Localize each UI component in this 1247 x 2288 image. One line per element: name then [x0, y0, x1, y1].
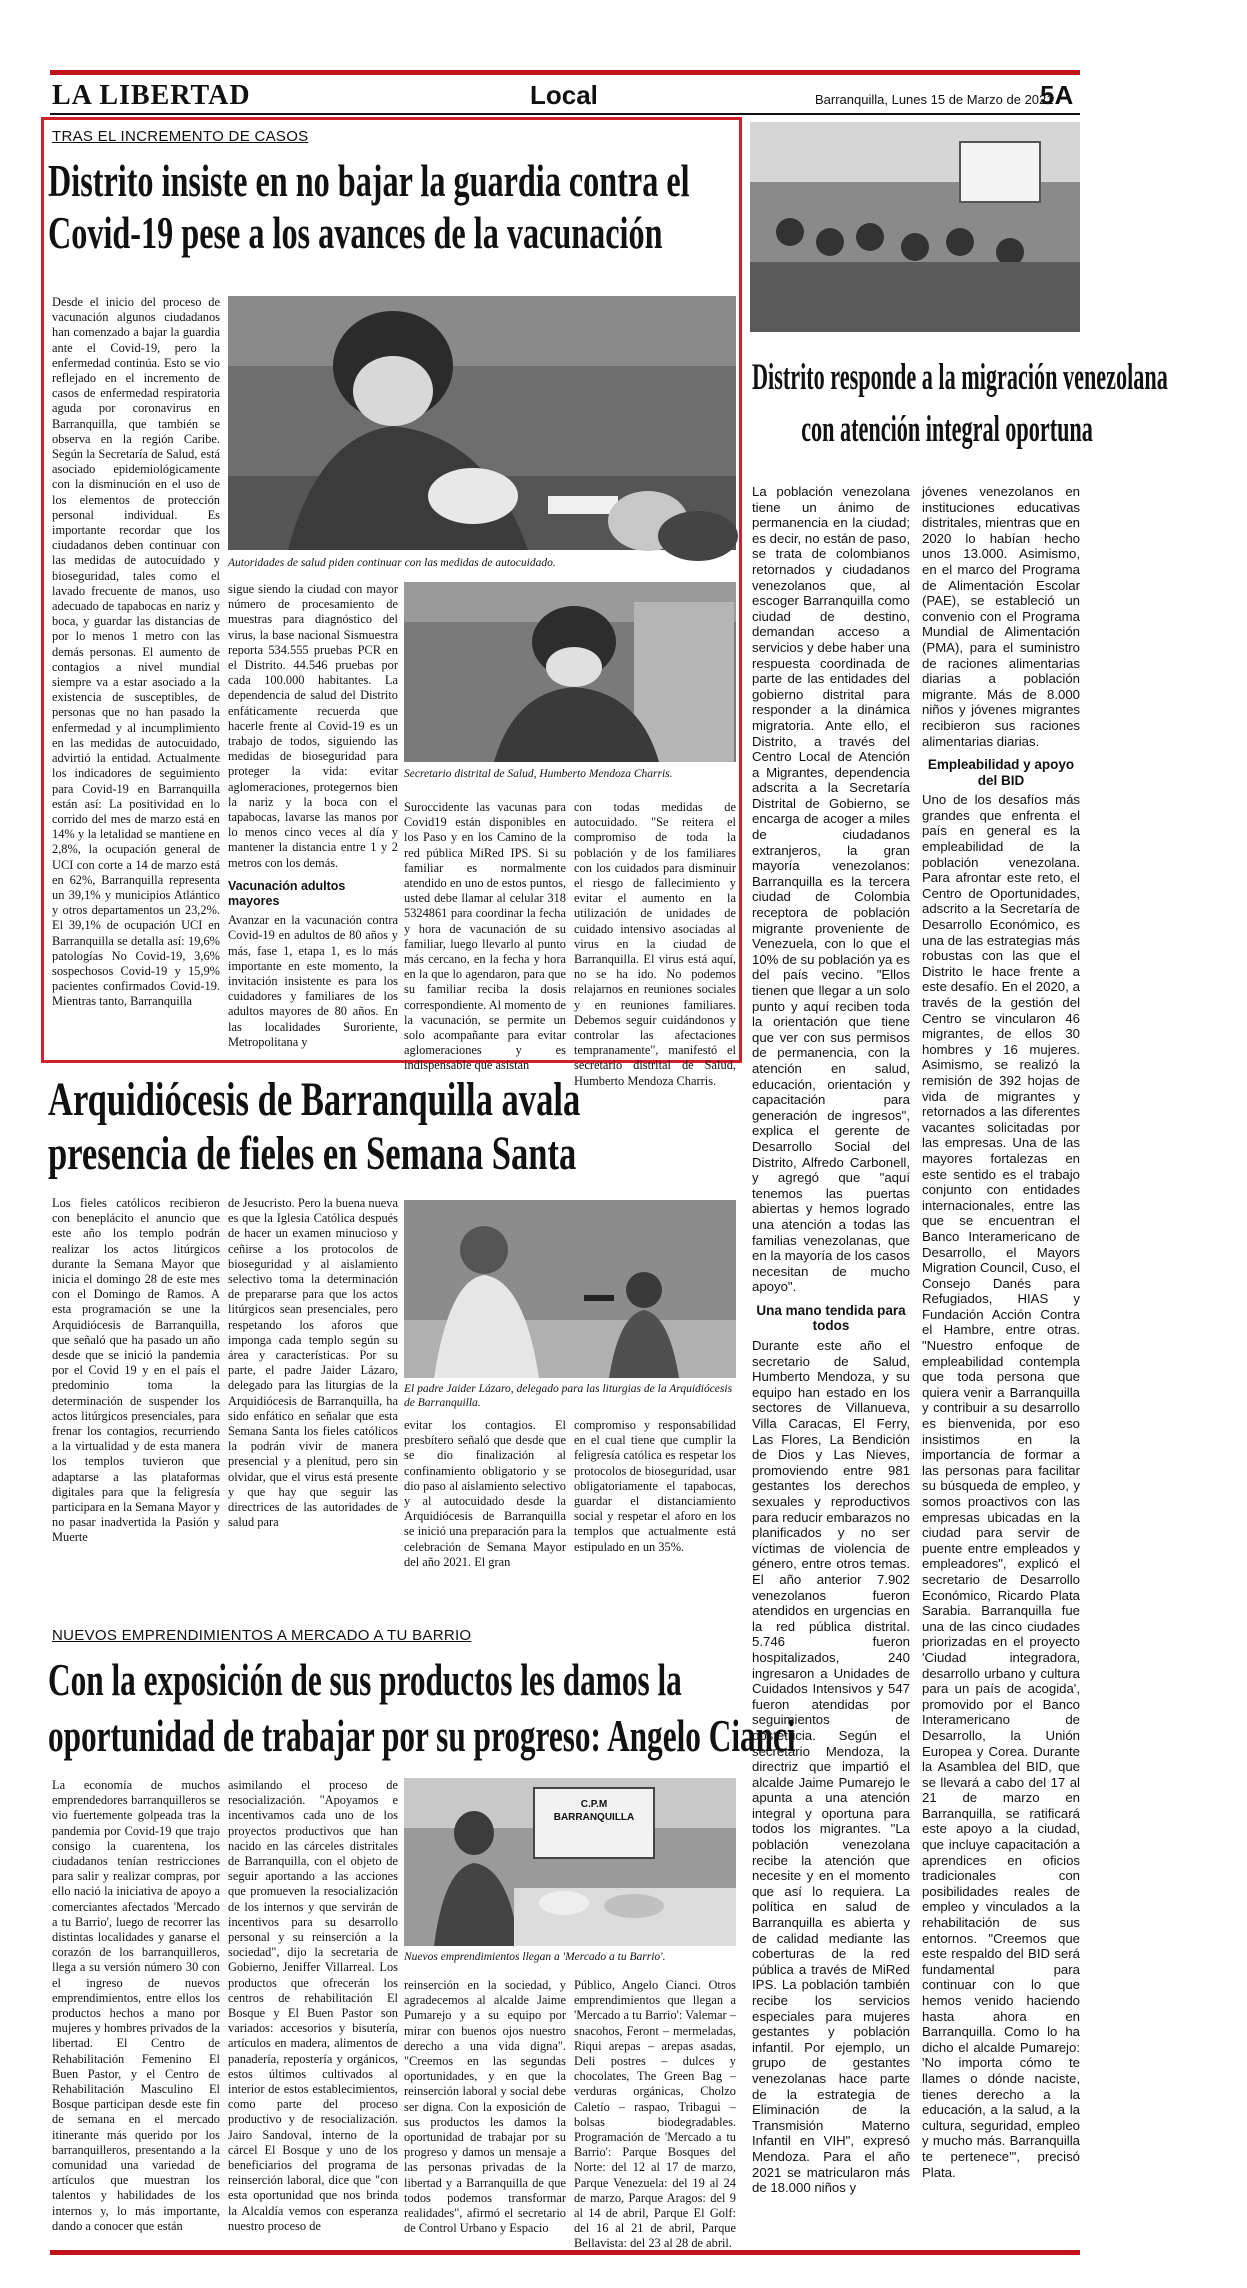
body-text: La economía de muchos emprendedores barranquilleros se vio fuertemente golpeada tras la pandemia por Covid-19 que trajo consigo la cuarentena, los ciudadanos tenían restricciones para salir y realizar compras, por ello nació la iniciativa de apoyo a comerciantes afectados 'Mercado a tu Barrio', luego de recorrer las distintas localidades y ganarse el corazón de los barranquilleros, llega a su versión número 30 con el ingreso de nuevos emprendimientos, entre ellos los productos hechos a mano por mujeres y hombres privados de la libertad. El Centro de Rehabilitación Femenino El Buen Pastor, y el Centro de Rehabilitación Masculino El Bosque participan desde este fin de semana en el mercado itinerante más querido por los barranquilleros, presentando a la comunidad una variedad de artículos que muestran los talentos y habilidades de los internos y, lo más importante, dando a conocer que están — [52, 1778, 220, 2233]
secretary-photo — [404, 582, 736, 762]
body-text: con todas medidas de autocuidado. "Se reitera el compromiso de toda la población y de los familiares con los cuidados para disminuir el riesgo de fallecimiento y evitar el aumento en la utilización de unidades de cuidado intensivo asociadas al virus en la ciudad de Barranquilla. El virus está aquí, no se ha ido. No podemos relajarnos en reuniones sociales y en reuniones familiares. Debemos seguir cuidándonos y controlar las afectaciones tempranamente", manifestó el secretario distrital de Salud, Humberto Mendoza Charris. — [574, 800, 736, 1088]
body-text: Los fieles católicos recibieron con beneplácito el anuncio que este año los templo podrán realizar los actos litúrgicos durante la Semana Mayor que inicia el domingo 28 de este mes con el Domingo de Ramos. A esta programación se une la Arquidiócesis de Barranquilla, que señaló que ha pasado un año desde que se inició la pandemia por el Covid 19 y en el país el predominio toma la determinación de suspender los actos litúrgicos presenciales, para frenar los contagios, recurriendo a la virtualidad y de esta manera los templos tuvieron que adaptarse a las plataformas digitales para que la feligresía participara en la Semana Mayor y no pasar inadvertida la Pasión y Muerte — [52, 1196, 220, 1545]
page-number: 5A — [1040, 80, 1074, 110]
body-text: sigue siendo la ciudad con mayor número de procesamiento de muestras para diagnóstico del virus, la base nacional Sismuestra reporta 534.555 pruebas PCR en el Distrito. 44.546 pruebas por cada 100.000 habitantes. La dependencia de salud del Distrito enfáticamente recuerda que hacerle frente al Covid-19 es un trabajo de todos, siguiendo las medidas de bioseguridad para proteger la vida: evitar aglomeraciones, protegernos bien la nariz y la boca con el tapabocas, lavarse las manos por lo menos cinco veces al día y mantener la distancia entre 1 y 2 metros con los demás. — [228, 582, 398, 870]
headline-line: con atención integral oportuna — [801, 409, 1093, 450]
body-text: La población venezolana tiene un ánimo de permanencia en la ciudad; es decir, no están de paso, se trata de colombianos retornados y ciudadanos venezolanos que, al escoger Barranquilla como ciudad de destino, demandan acceso a servicios y debe haber una respuesta coordinada de parte de las entidades del gobierno distrital para responder a la dinámica migratoria. Ante ello, el Distrito, a través del Centro Local de Atención a Migrantes, dependencia adscrita a la Secretaría Distrital de Gobierno, se encarga de acoger a miles de ciudadanos extranjeros, la gran mayoría venezolanos: Barranquilla es la tercera ciudad de Colombia receptora de población migrante proveniente de Venezuela, con lo que el 10% de su población ya es del país vecino. "Ellos tienen que llegar a un solo punto y aquí reciben toda la orientación que tiene que ver con sus permisos de permanencia, con la atención en salud, educación, orientación y capacitación para generación de ingresos", explica el gerente de Desarrollo Social del Distrito, Alfredo Carbonell, y agregó que "aquí tenemos las puertas abiertas y hemos logrado una atención a todas las familias venezolanas, que en la mayoría de los casos necesitan de mucho apoyo". — [752, 484, 910, 1295]
body-text: Suroccidente las vacunas para Covid19 están disponibles en los Paso y en los Camino de la red pública MiRed IPS. Si su familiar es normalmente atendido en uno de estos puntos, usted debe llamar al celular 318 5324861 para coordinar la fecha y hora de vacunación de su familiar, luego llevarlo al punto más cercano, en la fecha y hora en la que lo agendaron, para que su familiar reciba la dosis correspondiente. Al momento de la vacunación, se permite un solo acompañante para evitar aglomeraciones y es indispensable que asistan — [404, 800, 566, 1073]
article3-col1 — [52, 1778, 220, 2238]
body-text: de Jesucristo. Pero la buena nueva es que la Iglesia Católica después de hacer un examen minucioso y ceñirse a los protocolos de bioseguridad y al aislamiento selectivo toma la determinación de prepararse para que los actos litúrgicos sean presenciales, pero respetando los aforos que imponga cada templo según su área y características. Por su parte, el padre Jaider Lázaro, delegado para las liturgias de la Arquidiócesis de Barranquilla, ha sido enfático en señalar que esta Semana Santa los fieles católicos la podrán vivir de manera presencial y a plenitud, pero sin olvidar, que el virus está presente y que hay que seguir las directrices de las autoridades de salud para — [228, 1196, 398, 1530]
banner-text: BARRANQUILLA — [553, 1812, 635, 1823]
article1-kicker: TRAS EL INCREMENTO DE CASOS — [52, 128, 309, 145]
header-rule — [50, 113, 1080, 115]
body-text: Desde el inicio del proceso de vacunación algunos ciudadanos han comenzado a bajar la guardia ante el Covid-19, pero la enfermedad continúa. Esto se vio reflejado en el incremento de casos de enfermedad respiratoria aguda por coronavirus en Barranquilla, que también se observa en la región Caribe. Según la Secretaría de Salud, está asociado epidemiológicamente con la disminución en el uso de los elementos de protección personal individual. Es importante recordar que los ciudadanos deben continuar con las medidas de autocuidado y bioseguridad, tales como el lavado frecuente de manos, uso adecuado de tapabocas en nariz y boca, y guardar las distancias de por lo menos 1 metro con las demás personas. El aumento de contagios a nivel mundial siempre va a estar asociado a la existencia de susceptibles, de personas que no han pasado la enfermedad y al incumplimiento en las medidas de autocuidado, advirtió la entidad. Actualmente los indicadores de seguimiento para Covid-19 en Barranquilla están así: La positividad en lo corrido del mes de marzo está en 14% y la letalidad se mantiene en 2,8%, la ocupación general de UCI con corte a 14 de marzo está en 62%, Barranquilla representa un 39,1% y municipios Atlántico y otros departamentos un 23,2%. El 39,1% de ocupación UCI en Barranquilla se detalla así: 19,6% patologías No Covid-19, 3,6% sospechosos Covid-19 y 15,9% pacientes confirmados Covid-19. Mientras tanto, Barranquilla — [52, 295, 220, 1009]
body-text: reinserción en la sociedad, y agradecemos al alcalde Jaime Pumarejo y a su equipo por mirar con buenos ojos nuestro derecho a una vida digna". "Creemos en las segundas oportunidades, y en que la reinserción laboral y social debe ser digna. Con la exposición de sus productos les damos la oportunidad de trabajar por su progreso y damos un mensaje a las personas privadas de la libertad y a Barranquilla de que todos podemos transformar realidades", afirmó el secretario de Control Urbano y Espacio — [404, 1978, 566, 2236]
article1-headline — [48, 155, 690, 259]
body-text: evitar los contagios. El presbítero señaló que desde que se dio finalización al confinamiento obligatorio y se dio paso al aislamiento selectivo y al autocuidado desde la Arquidiócesis de Barranquilla se inició una preparación para la celebración de Semana Mayor del año 2021. El gran — [404, 1418, 566, 1569]
headline-line: Distrito insiste en no bajar la guardia contra el — [48, 155, 690, 206]
section-title: Local — [530, 80, 598, 110]
headline-line: Distrito responde a la migración venezolana — [752, 357, 1168, 398]
article2-col3 — [404, 1418, 566, 1616]
article4-col1 — [752, 484, 910, 2242]
body-text: asimilando el proceso de resocialización. "Apoyamos e incentivamos cada uno de los proyectos productivos que han nacido en las cárceles distritales de Barranquilla, con el objeto de seguir aportando a las acciones que promueven la resocialización de los internos y que servirán de incentivos para su desarrollo personal y su reinserción a la sociedad", dijo la secretaria de Gobierno, Jeniffer Villarreal. Los productos que ofrecerán los centros de rehabilitación El Bosque y El Buen Pastor son variados: accesorios y bisutería, artículos en madera, alimentos de panadería, repostería y orgánicos, estos últimos cultivados al interior de estos establecimientos, como parte del proceso productivo y de resocialización. Jairo Sandoval, interno de la cárcel El Bosque y uno de los beneficiarios del programa de reinserción laboral, dice que "con esta oportunidad que nos brinda la Alcaldía vemos con esperanza nuestro proceso de — [228, 1778, 398, 2233]
article3-col4 — [574, 1978, 736, 2251]
body-text: compromiso y responsabilidad en el cual tiene que cumplir la feligresía católica es respetar los protocolos de bioseguridad, usar obligatoriamente el tapabocas, guardar el distanciamiento social y respetar el aforo en los templos que actualmente está estipulado en un 35%. — [574, 1418, 736, 1554]
article3-headline — [48, 1652, 796, 1764]
market-banner — [534, 1798, 654, 1824]
dateline: Barranquilla, Lunes 15 de Marzo de 2021 — [815, 92, 1054, 107]
article3-col2 — [228, 1778, 398, 2238]
article1-col4 — [574, 800, 736, 1088]
article2-col4 — [574, 1418, 736, 1616]
headline-line: oportunidad de trabajar por su progreso: Angelo Cianci — [48, 1710, 796, 1761]
market-caption: Nuevos emprendimientos llegan a 'Mercado a tu Barrio'. — [404, 1951, 666, 1963]
headline-line: Con la exposición de sus productos les damos la — [48, 1654, 682, 1705]
photo2-caption: Secretario distrital de Salud, Humberto Mendoza Charris. — [404, 768, 673, 780]
article4-col2 — [922, 484, 1080, 2242]
headline-line: presencia de fieles en Semana Santa — [48, 1127, 577, 1180]
body-text: Público, Angelo Cianci. Otros emprendimientos que llegan a 'Mercado a tu Barrio': Valemar – snacohos, Feront – mermeladas, Riqui arepas – arepas asadas, Deli postres – dulces y chocolates, The Green Bag – verduras orgánicas, Cholzo Caletío – raspao, Tribagui – bolsas biodegradables. Programación de 'Mercado a tu Barrio': Parque Bosques del Norte: del 12 al 17 de marzo, Parque Venezuela: del 19 al 24 de marzo, Parque Aragos: del 9 al 14 de abril, Parque El Golf: del 16 al 21 de abril, Parque Bellavista: del 23 al 28 de abril. — [574, 1978, 736, 2251]
photo1-caption: Autoridades de salud piden continuar con las medidas de autocuidado. — [228, 557, 556, 569]
subheading: Vacunación adultos mayores — [228, 878, 346, 909]
article1-col2 — [228, 582, 398, 1057]
body-text: jóvenes venezolanos en instituciones educativas distritales, mientras que en 2020 lo habían hecho unos 13.000. Asimismo, en el marco del Programa de Alimentación Escolar (PAE), se estableció un convenio con el Programa Mundial de Alimentación (PMA), para el suministro de raciones alimentarias diarias a población migrante. Más de 8.000 niños y jóvenes migrantes recibieron sus raciones alimentarias diarias. — [922, 484, 1080, 749]
subheading: Una mano tendida para todos — [756, 1302, 906, 1334]
article3-col3 — [404, 1978, 566, 2240]
masthead: LA LIBERTAD — [52, 80, 251, 111]
top-red-rule — [50, 70, 1080, 75]
priest-caption: El padre Jaider Lázaro, delegado para las liturgias de la Arquidiócesis de Barranquilla. — [404, 1383, 733, 1409]
headline-line: Covid-19 pese a los avances de la vacunación — [48, 207, 663, 258]
subheading: Empleabilidad y apoyo del BID — [927, 757, 1075, 788]
body-text: Avanzar en la vacunación contra Covid-19 en adultos de 80 años y más, fase 1, etapa 1, es lo más importante en este momento, la invitación insistente es para los cuidadores y familiares de los adultos mayores de 80 años. En las localidades Suroriente, Metropolitana y — [228, 913, 398, 1049]
article1-col1 — [52, 295, 220, 1055]
body-text: Uno de los desafíos más grandes que enfrenta el país en general es la empleabilidad de la población venezolana. Para afrontar este reto, el Centro de Oportunidades, adscrito a la Secretaría de Desarrollo Económico, es una de las estrategias más robustas con las que el Distrito le hace frente a este desafío. En el 2020, a través de la gestión del Centro se vincularon 46 migrantes, de ellos 30 hombres y 16 mujeres. Asimismo, se realizó la remisión de 392 hojas de vida de migrantes y retornados a las diferentes vacantes solicitadas por las empresas. Una de las mayores fortalezas en este sentido es el trabajo conjunto con entidades internacionales, entre las que se encuentran el Banco Interamericano de Desarrollo, el Mayors Migration Council, Cuso, el Consejo Danés para Refugiados, HIAS y Fundación Acción Contra el Hambre, entre otras. "Nuestro enfoque de empleabilidad contempla que toda persona que quiera venir a Barranquilla y contribuir a su desarrollo es bienvenida, por eso insistimos en la importancia de formar a las personas para facilitar su búsqueda de empleo, y somos proactivos con las empresas ubicadas en la ciudad para servir de puente entre empleados y empleadores", explicó el secretario de Desarrollo Económico, Ricardo Plata Sarabia. Barranquilla fue una de las cinco ciudades priorizadas en el proyecto 'Ciudad integradora, desarrollo urbano y cultura para un país de acogida', promovido por el Banco Interamericano de Desarrollo, la Unión Europea y Corea. Durante la Asamblea del BID, que se llevará a cabo del 17 al 21 de marzo en Barranquilla, se ratificará este apoyo a la ciudad, que incluye capacitación a aprendices en oficios tradicionales con posibilidades reales de empleo y vinculados a la rehabilitación de sus entornos. "Creemos que este respaldo del BID será fundamental para continuar con lo que hemos venido haciendo hasta ahora en Barranquilla. Como lo ha dicho el alcalde Pumarejo: 'No importa cómo te llames o dónde naciste, tienes derecho a la educación, a la salud, a la cultura, seguridad, empleo y mucho más. Barranquilla te pertenece'", precisó Plata. — [922, 792, 1080, 2180]
body-text: Durante este año el secretario de Salud, Humberto Mendoza, y su equipo han estado en los sectores de Villanueva, Villa Caracas, El Ferry, Las Flores, La Bendición de Dios y Las Nieves, promoviendo entre 981 gestantes los derechos sexuales y reproductivos para reducir embarazos no planificados y no ser víctimas de violencia de género, entre otros temas. El año anterior 7.902 venezolanos fueron atendidos en urgencias en la red pública distrital. 5.746 fueron hospitalizados, 240 ingresaron a Unidades de Cuidados Intensivos y 547 fueron atendidas por seguimientos de obstetricia. Según el secretario Mendoza, la directriz que impartió el alcalde Jaime Pumarejo le apunta a una atención integral y oportuna para todos los migrantes. "La población venezolana recibe la atención que necesite y en el momento que así lo requiera. La política en salud de Barranquilla es abierta y de calidad mediante las coberturas de la red pública a través de MiRed IPS. La población también recibe los servicios especiales para mujeres gestantes y población infantil. Por ejemplo, un grupo de gestantes venezolanas hace parte de la estrategia de Eliminación de la Transmisión Materno Infantil en VIH", expresó Mendoza. Para el año 2021 se matricularon más de 18.000 niños y — [752, 1338, 910, 2196]
article1-col3 — [404, 800, 566, 1073]
banner-text: C.P.M — [580, 1799, 608, 1810]
article2-col2 — [228, 1196, 398, 1616]
bottom-red-rule — [50, 2250, 1080, 2255]
article3-kicker: NUEVOS EMPRENDIMIENTOS A MERCADO A TU BARRIO — [52, 1627, 472, 1644]
migrants-photo — [750, 122, 1080, 332]
article2-headline — [48, 1073, 580, 1181]
article4-headline — [752, 352, 1168, 456]
article2-col1 — [52, 1196, 220, 1616]
headline-line: Arquidiócesis de Barranquilla avala — [48, 1073, 581, 1126]
priest-photo — [404, 1200, 736, 1378]
vaccine-photo — [228, 296, 736, 550]
